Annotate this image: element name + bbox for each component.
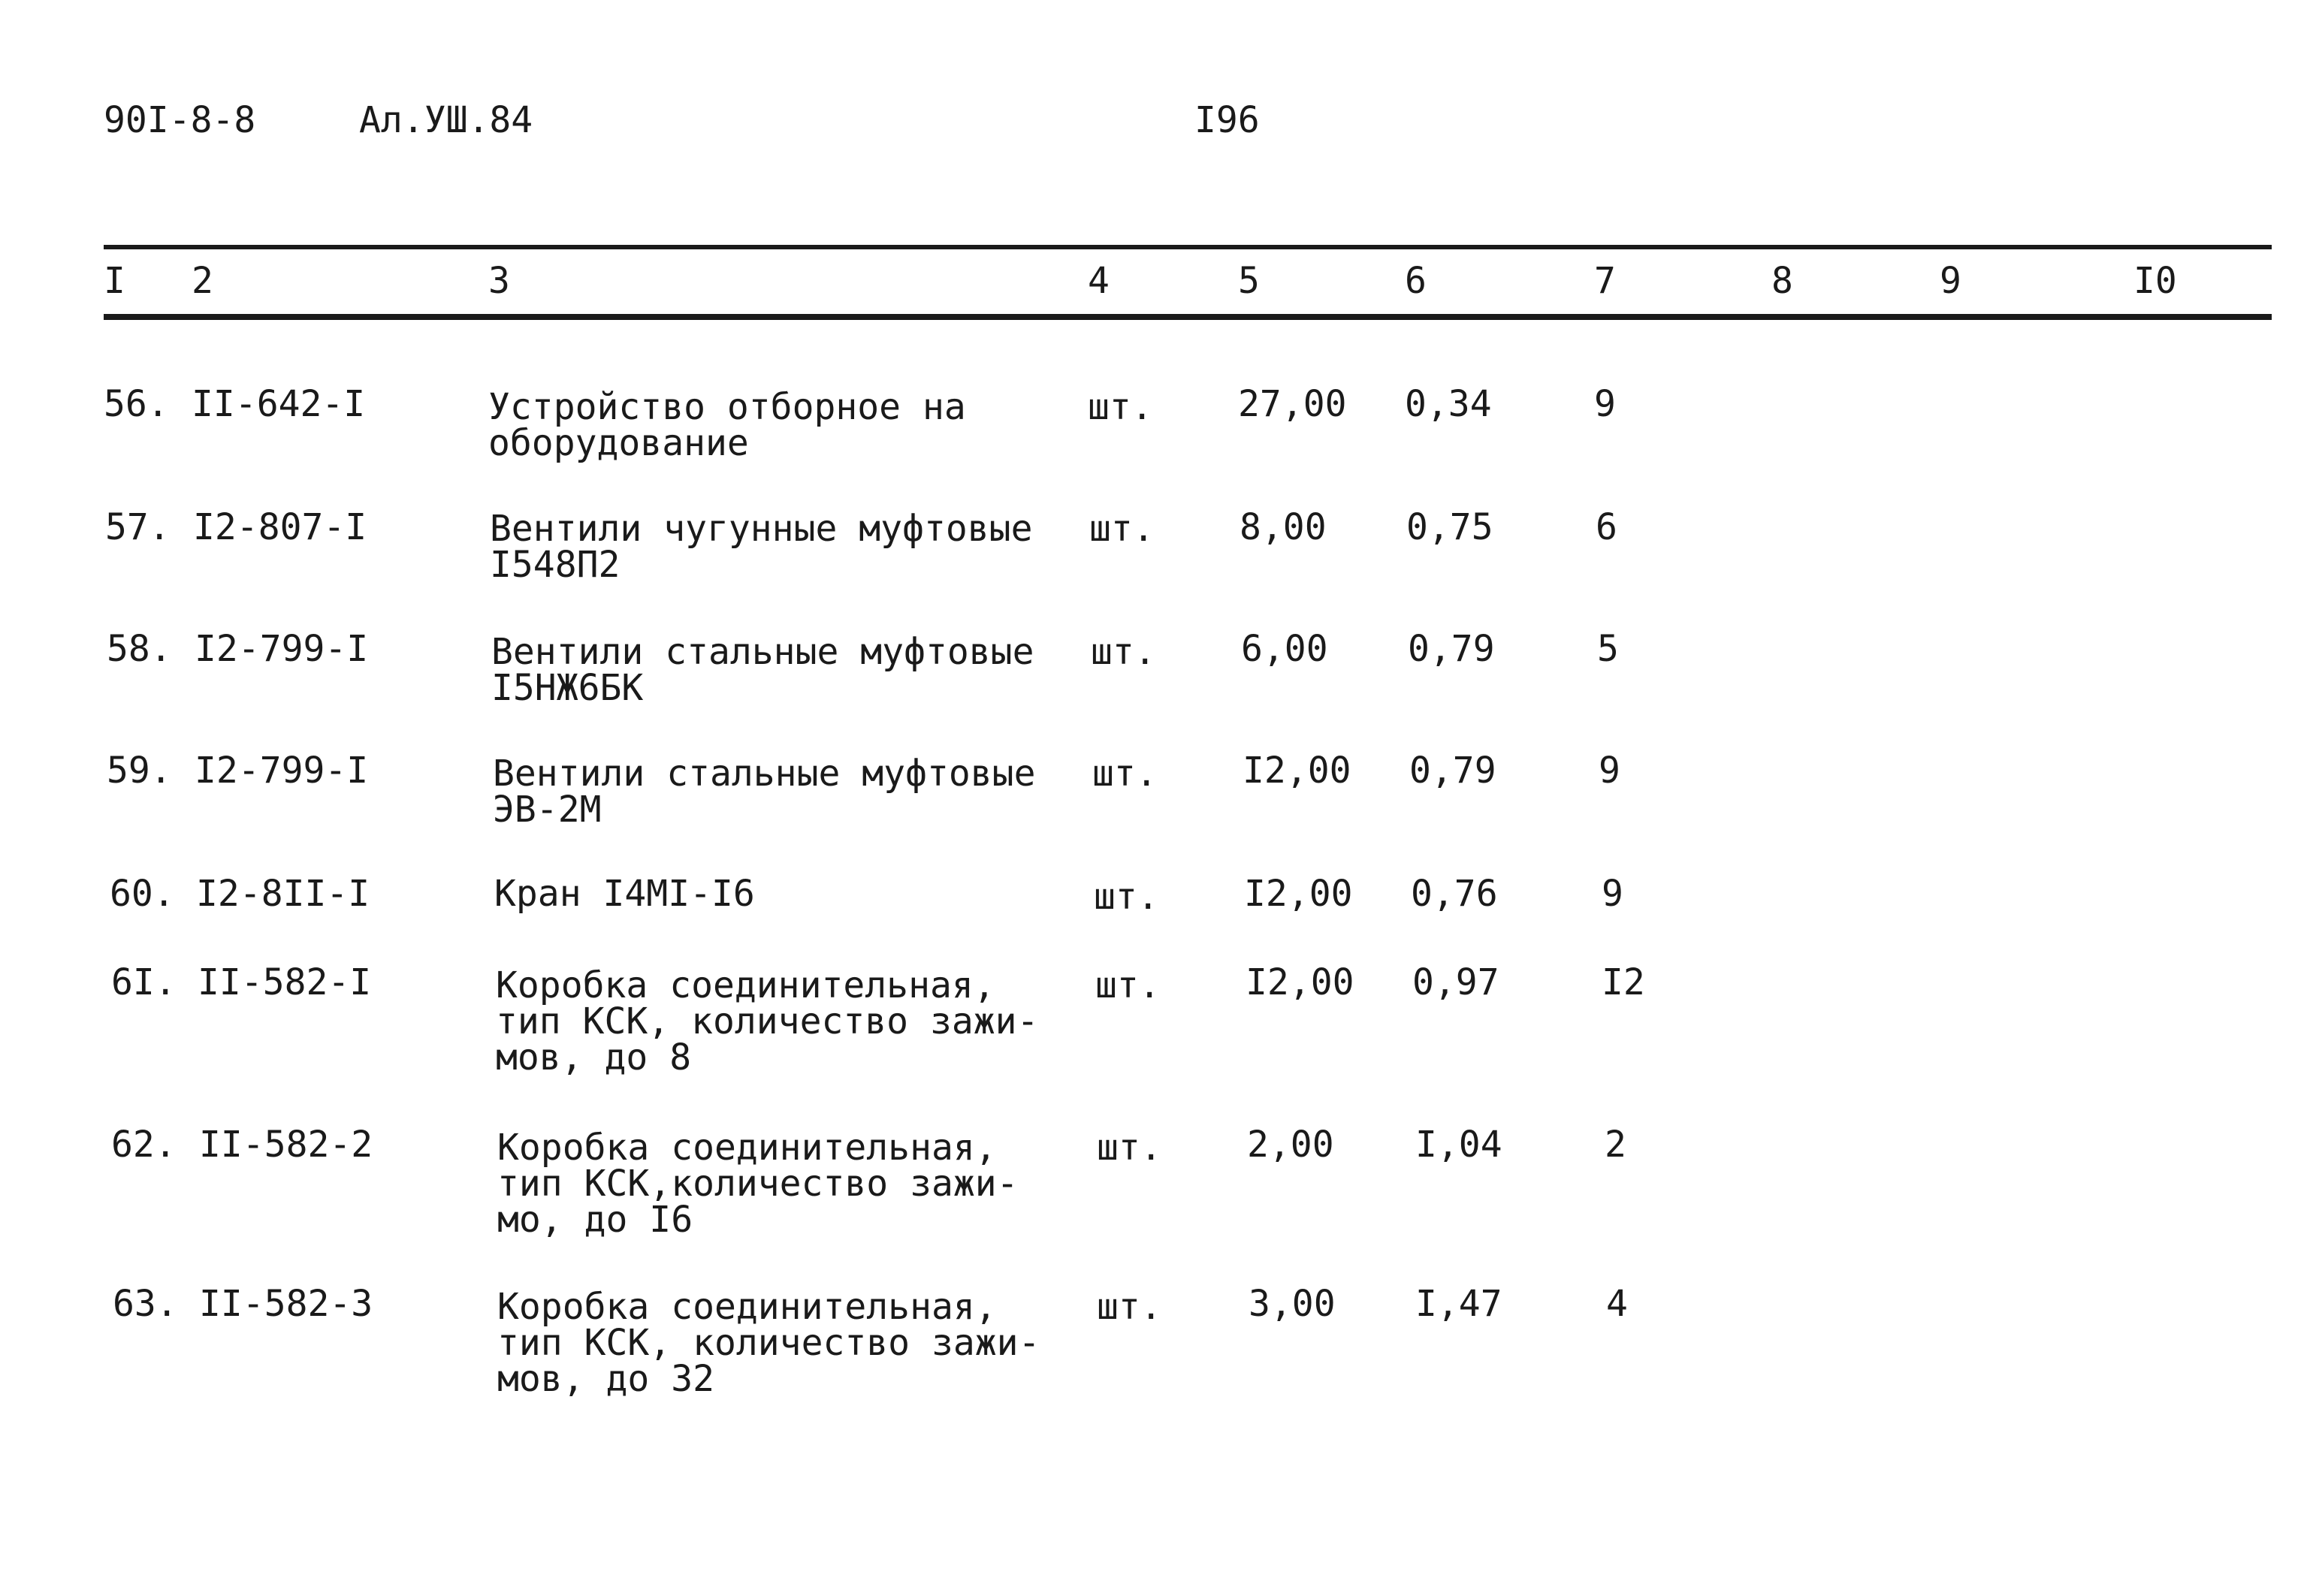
row-coefficient: 0,76 — [1411, 873, 1498, 915]
row-quantity: I2,00 — [1244, 873, 1353, 915]
row-col7: I2 — [1602, 961, 1645, 1003]
row-col7: 9 — [1599, 750, 1620, 792]
column-number-8: 8 — [1771, 260, 1793, 302]
row-col7: 5 — [1597, 628, 1619, 670]
row-col7: 2 — [1605, 1124, 1626, 1166]
row-col7: 9 — [1602, 873, 1623, 915]
row-description: Вентили стальные муфтовые ЭВ-2М — [493, 753, 1036, 831]
row-quantity: 8,00 — [1240, 506, 1327, 548]
row-coefficient: 0,79 — [1409, 750, 1496, 792]
row-unit: шт. — [1097, 1127, 1162, 1169]
column-number-9: 9 — [1940, 260, 1961, 302]
row-description: Коробка соединительная, тип КСК, количество зажи- мов, до 32 — [497, 1286, 1040, 1400]
album-code: Ал.УШ.84 — [359, 99, 533, 141]
document-code: 90I-8-8 — [104, 99, 256, 141]
table-header-bottom-rule — [104, 314, 2272, 320]
row-code: II-582-3 — [199, 1283, 373, 1325]
row-code: I2-799-I — [195, 628, 369, 670]
column-number-7: 7 — [1594, 260, 1616, 302]
row-unit: шт. — [1095, 964, 1161, 1006]
row-code: I2-799-I — [195, 750, 369, 792]
row-coefficient: 0,97 — [1412, 961, 1499, 1003]
row-number: 58. — [107, 628, 172, 670]
row-number: 63. — [113, 1283, 178, 1325]
row-coefficient: 0,79 — [1408, 628, 1495, 670]
row-number: 60. — [110, 873, 175, 915]
row-number: 56. — [104, 383, 169, 425]
row-number: 6I. — [111, 961, 177, 1003]
row-col7: 4 — [1606, 1283, 1628, 1325]
row-col7: 6 — [1596, 506, 1617, 548]
row-unit: шт. — [1088, 386, 1153, 428]
row-code: I2-807-I — [193, 506, 367, 548]
row-quantity: 27,00 — [1238, 383, 1347, 425]
row-number: 59. — [107, 750, 172, 792]
row-coefficient: I,47 — [1415, 1283, 1502, 1325]
row-code: II-582-2 — [199, 1124, 373, 1166]
table-top-rule — [104, 245, 2272, 249]
row-description: Коробка соединительная, тип КСК,количество зажи- мо, до I6 — [497, 1127, 1019, 1241]
row-quantity: I2,00 — [1246, 961, 1354, 1003]
row-coefficient: 0,75 — [1406, 506, 1493, 548]
row-coefficient: I,04 — [1415, 1124, 1502, 1166]
row-number: 57. — [105, 506, 171, 548]
page-number: I96 — [1194, 99, 1260, 141]
column-number-1: I — [104, 260, 125, 302]
row-col7: 9 — [1594, 383, 1616, 425]
row-quantity: 3,00 — [1249, 1283, 1336, 1325]
row-description: Коробка соединительная, тип КСК, количество зажи- мов, до 8 — [496, 964, 1039, 1079]
column-number-3: 3 — [488, 260, 510, 302]
row-unit: шт. — [1094, 876, 1159, 918]
row-code: II-582-I — [198, 961, 372, 1003]
column-number-10: I0 — [2133, 260, 2177, 302]
row-unit: шт. — [1092, 753, 1158, 795]
column-number-4: 4 — [1088, 260, 1110, 302]
column-number-2: 2 — [192, 260, 213, 302]
row-description: Кран I4МI-I6 — [494, 873, 755, 915]
row-description: Вентили чугунные муфтовые I548П2 — [490, 508, 1033, 586]
row-coefficient: 0,34 — [1405, 383, 1492, 425]
row-description: Вентили стальные муфтовые I5НЖ6БК — [491, 631, 1034, 709]
row-quantity: I2,00 — [1243, 750, 1351, 792]
column-number-6: 6 — [1405, 260, 1427, 302]
row-unit: шт. — [1091, 631, 1156, 673]
column-number-5: 5 — [1238, 260, 1260, 302]
row-code: II-642-I — [192, 383, 366, 425]
row-quantity: 6,00 — [1241, 628, 1328, 670]
row-code: I2-8II-I — [196, 873, 370, 915]
row-number: 62. — [111, 1124, 177, 1166]
row-unit: шт. — [1089, 508, 1155, 550]
row-description: Устройство отборное на оборудование — [488, 386, 966, 464]
row-unit: шт. — [1097, 1286, 1162, 1328]
row-quantity: 2,00 — [1247, 1124, 1334, 1166]
